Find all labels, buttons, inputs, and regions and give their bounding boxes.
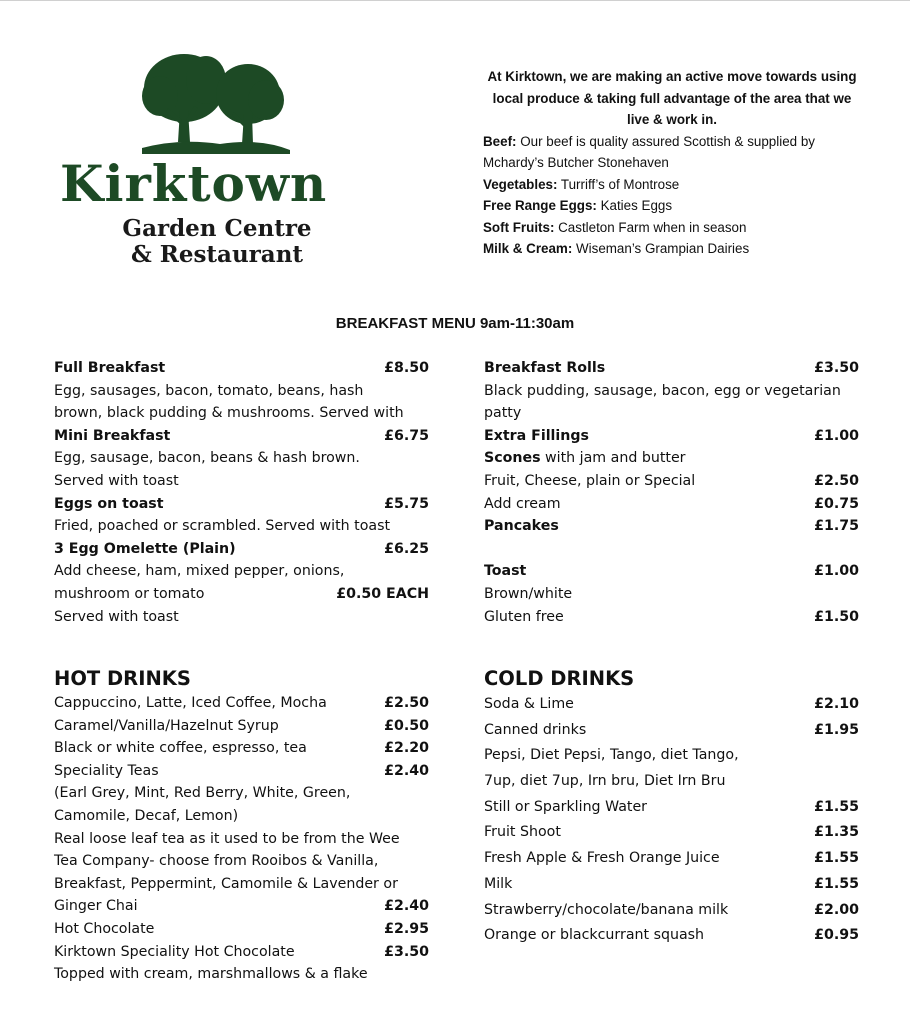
menu-item [484,447,859,470]
intro-line-2: local produce & taking full advantage of the area that we [492,90,852,106]
menu-item [54,895,429,918]
menu-item [54,692,429,715]
supplier-text: Our beef is quality assured Scottish & supplied by [516,133,815,149]
menu-item [484,769,859,795]
top-border [0,0,910,1]
menu-item-price: £1.35 [814,824,859,841]
menu-item-name: Milk [484,875,513,892]
menu-item [54,918,429,941]
supplier-line [483,152,861,174]
menu-item-name: 7up, diet 7up, Irn bru, Diet Irn Bru [484,773,726,790]
menu-item [484,425,859,448]
menu-item-name: Toast [484,563,527,580]
menu-item [54,963,429,986]
menu-item [54,538,429,561]
menu-item-price: £2.20 [384,740,429,757]
supplier-label: Soft Fruits: [483,219,555,235]
menu-item [484,493,859,516]
menu-item-name: Served with toast [54,472,179,489]
menu-item-price: £0.50 EACH [336,585,429,602]
breakfast-right-column [484,357,859,628]
menu-item [484,795,859,821]
menu-item-name: Scones [484,450,541,467]
menu-item-price: £2.95 [384,920,429,937]
menu-item [484,402,859,425]
breakfast-left-column [54,357,429,628]
menu-item-name: Served with toast [54,608,179,625]
supplier-text: Mchardy’s Butcher Stonehaven [483,155,669,170]
menu-item-note: with jam and butter [540,450,686,467]
menu-item-price: £2.40 [384,898,429,915]
menu-item-name: Caramel/Vanilla/Hazelnut Syrup [54,717,279,734]
menu-item [54,715,429,738]
menu-item [484,606,859,629]
menu-item [54,782,429,805]
brand-subtitle [86,216,348,268]
menu-item-name: Kirktown Speciality Hot Chocolate [54,943,295,960]
menu-item-name: Add cheese, ham, mixed pepper, onions, [54,563,345,580]
menu-item-price: £2.50 [814,472,859,489]
menu-item-name: Hot Chocolate [54,920,155,937]
supplier-text: Katies Eggs [596,198,673,213]
menu-item-name: Orange or blackcurrant squash [484,927,705,944]
menu-item-price: £2.10 [814,696,859,712]
supplier-label: Milk & Cream: [483,241,573,256]
menu-item [484,846,859,872]
menu-item-name: Ginger Chai [54,898,138,915]
menu-item [484,470,859,493]
menu-item-name: Breakfast Rolls [484,360,606,376]
menu-item-price: £1.55 [814,875,859,892]
menu-item [484,872,859,898]
menu-item-name: Pancakes [484,518,559,535]
menu-item [54,941,429,964]
menu-item [54,357,429,380]
cold-drinks-list [484,692,859,949]
menu-item-price: £2.00 [814,901,859,918]
menu-item-name: Black or white coffee, espresso, tea [54,740,307,757]
menu-item-name: Brown/white [484,585,573,602]
logo [56,46,386,276]
menu-item-name: (Earl Grey, Mint, Red Berry, White, Green, [54,785,351,802]
menu-item [54,873,429,896]
menu-item-name: patty [484,405,522,422]
menu-item-price: £2.40 [384,762,429,779]
menu-item-name: Fruit Shoot [484,824,561,841]
local-produce-info [483,66,861,260]
menu-item [484,380,859,403]
menu-item-price: £6.25 [384,540,429,557]
menu-item-name: Canned drinks [484,721,587,738]
menu-item [54,606,429,629]
menu-item-price: £0.75 [814,495,859,512]
menu-item [484,583,859,606]
menu-item-price: £3.50 [384,943,429,960]
menu-item-price: £1.00 [814,427,859,444]
supplier-text: Castleton Farm when in season [554,219,747,235]
supplier-line [483,131,861,153]
menu-item-name: Egg, sausage, bacon, beans & hash brown. [54,450,360,467]
trees-icon [140,50,290,160]
menu-item [54,493,429,516]
menu-item [484,923,859,949]
menu-item [54,850,429,873]
menu-item-price: £5.75 [384,495,429,512]
menu-item-price: £1.95 [814,721,859,738]
menu-item [54,447,429,470]
brand-subtitle-line-2: & Restaurant [130,241,304,268]
menu-item [54,583,429,606]
menu-title: BREAKFAST MENU 9am-11:30am [335,315,575,332]
menu-item-price: £0.50 [384,717,429,734]
menu-item [54,737,429,760]
menu-item-name: Pepsi, Diet Pepsi, Tango, diet Tango, [484,747,739,764]
cold-drinks-title: COLD DRINKS [484,667,635,690]
menu-item-name: Cappuccino, Latte, Iced Coffee, Mocha [54,695,327,711]
menu-item [54,828,429,851]
menu-item-price: £8.50 [384,360,429,376]
menu-item-price: £1.75 [814,518,859,535]
menu-item [54,805,429,828]
menu-item [54,560,429,583]
brand-name: Kirktown [60,154,328,213]
menu-item-name: Extra Fillings [484,427,589,444]
menu-item-name: Gluten free [484,608,564,625]
menu-item-price: £2.50 [384,695,429,711]
supplier-list [483,131,861,260]
supplier-label: Vegetables: [483,176,558,192]
supplier-label: Beef: [483,133,517,149]
menu-item-name: Breakfast, Peppermint, Camomile & Lavender or [54,875,398,892]
menu-item [484,692,859,718]
supplier-text: Turriff’s of Montrose [557,176,680,192]
menu-item-price: £1.55 [814,850,859,867]
menu-item-name: Strawberry/chocolate/banana milk [484,901,729,918]
menu-item-price: £3.50 [814,360,859,376]
menu-item-name: Fruit, Cheese, plain or Special [484,472,696,489]
menu-item-name: Speciality Teas [54,762,159,779]
menu-item [54,402,429,425]
menu-item-name: 3 Egg Omelette (Plain) [54,540,236,557]
intro-line-3: live & work in. [626,112,718,127]
menu-item-price: £1.55 [814,798,859,815]
menu-item-name: Tea Company- choose from Rooibos & Vanilla, [54,853,379,870]
menu-item-name: mushroom or tomato [54,585,205,602]
menu-item [484,560,859,583]
menu-item-name: Real loose leaf tea as it used to be from the Wee [54,830,400,847]
supplier-line [483,238,861,260]
menu-item [54,425,429,448]
menu-item [484,820,859,846]
menu-item-price: £6.75 [384,427,429,444]
supplier-label: Free Range Eggs: [483,198,597,213]
menu-item [484,357,859,380]
menu-item [484,718,859,744]
menu-item-name: Topped with cream, marshmallows & a flake [54,966,368,983]
menu-item [484,743,859,769]
menu-item-name: Add cream [484,495,561,512]
menu-item [54,760,429,783]
supplier-line [483,174,861,196]
supplier-line [483,195,861,217]
menu-item [484,538,859,561]
menu-item [484,898,859,924]
supplier-text: Wiseman’s Grampian Dairies [572,241,750,256]
menu-item-price: £1.00 [814,563,859,580]
menu-item-name: Still or Sparkling Water [484,798,648,815]
menu-item-name: Black pudding, sausage, bacon, egg or vegetarian [484,382,841,399]
menu-item-name: Egg, sausages, bacon, tomato, beans, hash [54,382,364,399]
menu-item-name: Soda & Lime [484,696,574,712]
menu-item-name: Fresh Apple & Fresh Orange Juice [484,850,720,867]
menu-item [484,515,859,538]
menu-item-name: Mini Breakfast [54,427,171,444]
menu-item-price: £0.95 [814,927,859,944]
hot-drinks-list [54,692,429,986]
menu-item-name: Full Breakfast [54,360,166,376]
supplier-line [483,217,861,239]
menu-item [54,380,429,403]
menu-item-price: £1.50 [814,608,859,625]
menu-item-name: brown, black pudding & mushrooms. Served with [54,405,404,422]
menu-item-name: Eggs on toast [54,495,164,512]
menu-item [54,470,429,493]
brand-subtitle-line-1: Garden Centre [122,215,312,242]
hot-drinks-section [54,666,429,986]
cold-drinks-section [484,666,859,949]
hot-drinks-title: HOT DRINKS [54,667,191,690]
menu-item-name: Camomile, Decaf, Lemon) [54,807,239,824]
menu-item-name: Fried, poached or scrambled. Served with toast [54,518,391,535]
intro-line-1: At Kirktown, we are making an active move towards using [487,69,857,84]
menu-item [54,515,429,538]
